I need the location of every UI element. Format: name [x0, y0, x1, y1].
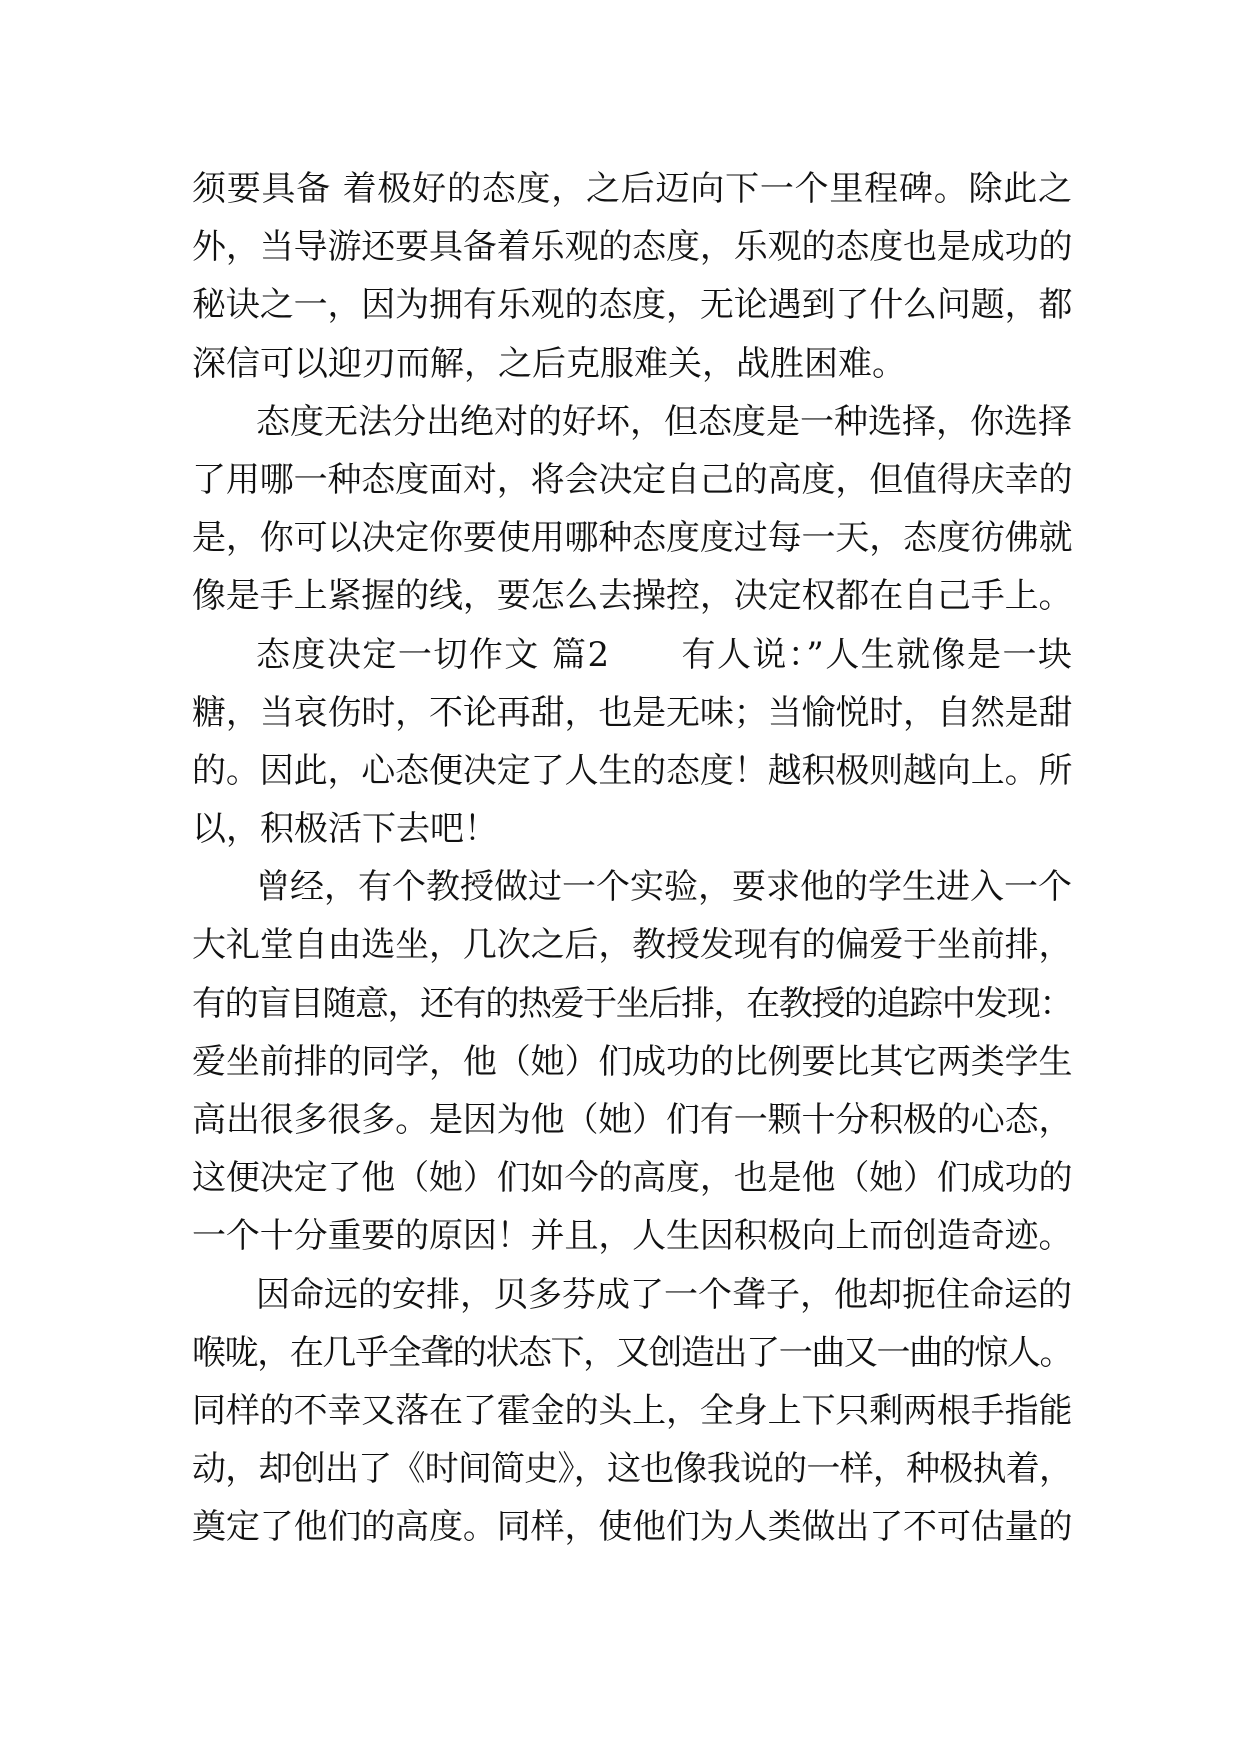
- text-line: 是，你可以决定你要使用哪种态度度过每一天，态度彷佛就: [192, 518, 1072, 559]
- text-line: 须要具备 着极好的态度，之后迈向下一个里程碑。除此之: [192, 169, 1072, 209]
- text-line: 以，积极活下去吧！: [192, 809, 498, 850]
- text-line: 像是手上紧握的线，要怎么去操控，决定权都在自己手上。: [192, 576, 1072, 617]
- text-line: 态度无法分出绝对的好坏，但态度是一种选择，你选择: [256, 401, 1072, 442]
- text-line: 因命远的安排，贝多芬成了一个聋子，他却扼住命运的: [256, 1274, 1072, 1315]
- text-line: 动，却创出了《时间简史》，这也像我说的一样，种极执着，: [192, 1449, 1072, 1490]
- text-line: 这便决定了他（她）们如今的高度，也是他（她）们成功的: [192, 1158, 1072, 1199]
- text-line: 爱坐前排的同学，他（她）们成功的比例要比其它两类学生: [192, 1041, 1072, 1082]
- text-line: 高出很多很多。是因为他（她）们有一颗十分积极的心态，: [192, 1100, 1072, 1140]
- text-line: 曾经，有个教授做过一个实验，要求他的学生进入一个: [256, 867, 1072, 908]
- text-line: 同样的不幸又落在了霍金的头上，全身上下只剩两根手指能: [192, 1390, 1072, 1431]
- body-text: [192, 160, 1072, 1557]
- text-line: 了用哪一种态度面对，将会决定自己的高度，但值得庆幸的: [192, 459, 1072, 500]
- text-line: 一个十分重要的原因！并且，人生因积极向上而创造奇迹。: [192, 1216, 1072, 1257]
- text-line: 的。因此，心态便决定了人生的态度！越积极则越向上。所: [192, 750, 1072, 791]
- text-line: 深信可以迎刃而解，之后克服难关，战胜困难。: [192, 343, 906, 384]
- text-line: 喉咙，在几乎全聋的状态下，又创造出了一曲又一曲的惊人。: [192, 1332, 1072, 1373]
- text-line: 大礼堂自由选坐，几次之后，教授发现有的偏爱于坐前排，: [192, 925, 1072, 966]
- text-line: 有的盲目随意，还有的热爱于坐后排，在教授的追踪中发现：: [192, 983, 1072, 1024]
- text-line: 奠定了他们的高度。同样，使他们为人类做出了不可估量的: [192, 1507, 1072, 1548]
- text-line: 糖，当哀伤时，不论再甜，也是无味；当愉悦时，自然是甜: [192, 692, 1072, 733]
- text-line: 外，当导游还要具备着乐观的态度，乐观的态度也是成功的: [192, 227, 1072, 268]
- text-line: 秘诀之一，因为拥有乐观的态度，无论遇到了什么问题，都: [192, 285, 1072, 326]
- text-line: 态度决定一切作文 篇2 有人说：”人生就像是一块: [256, 634, 1072, 675]
